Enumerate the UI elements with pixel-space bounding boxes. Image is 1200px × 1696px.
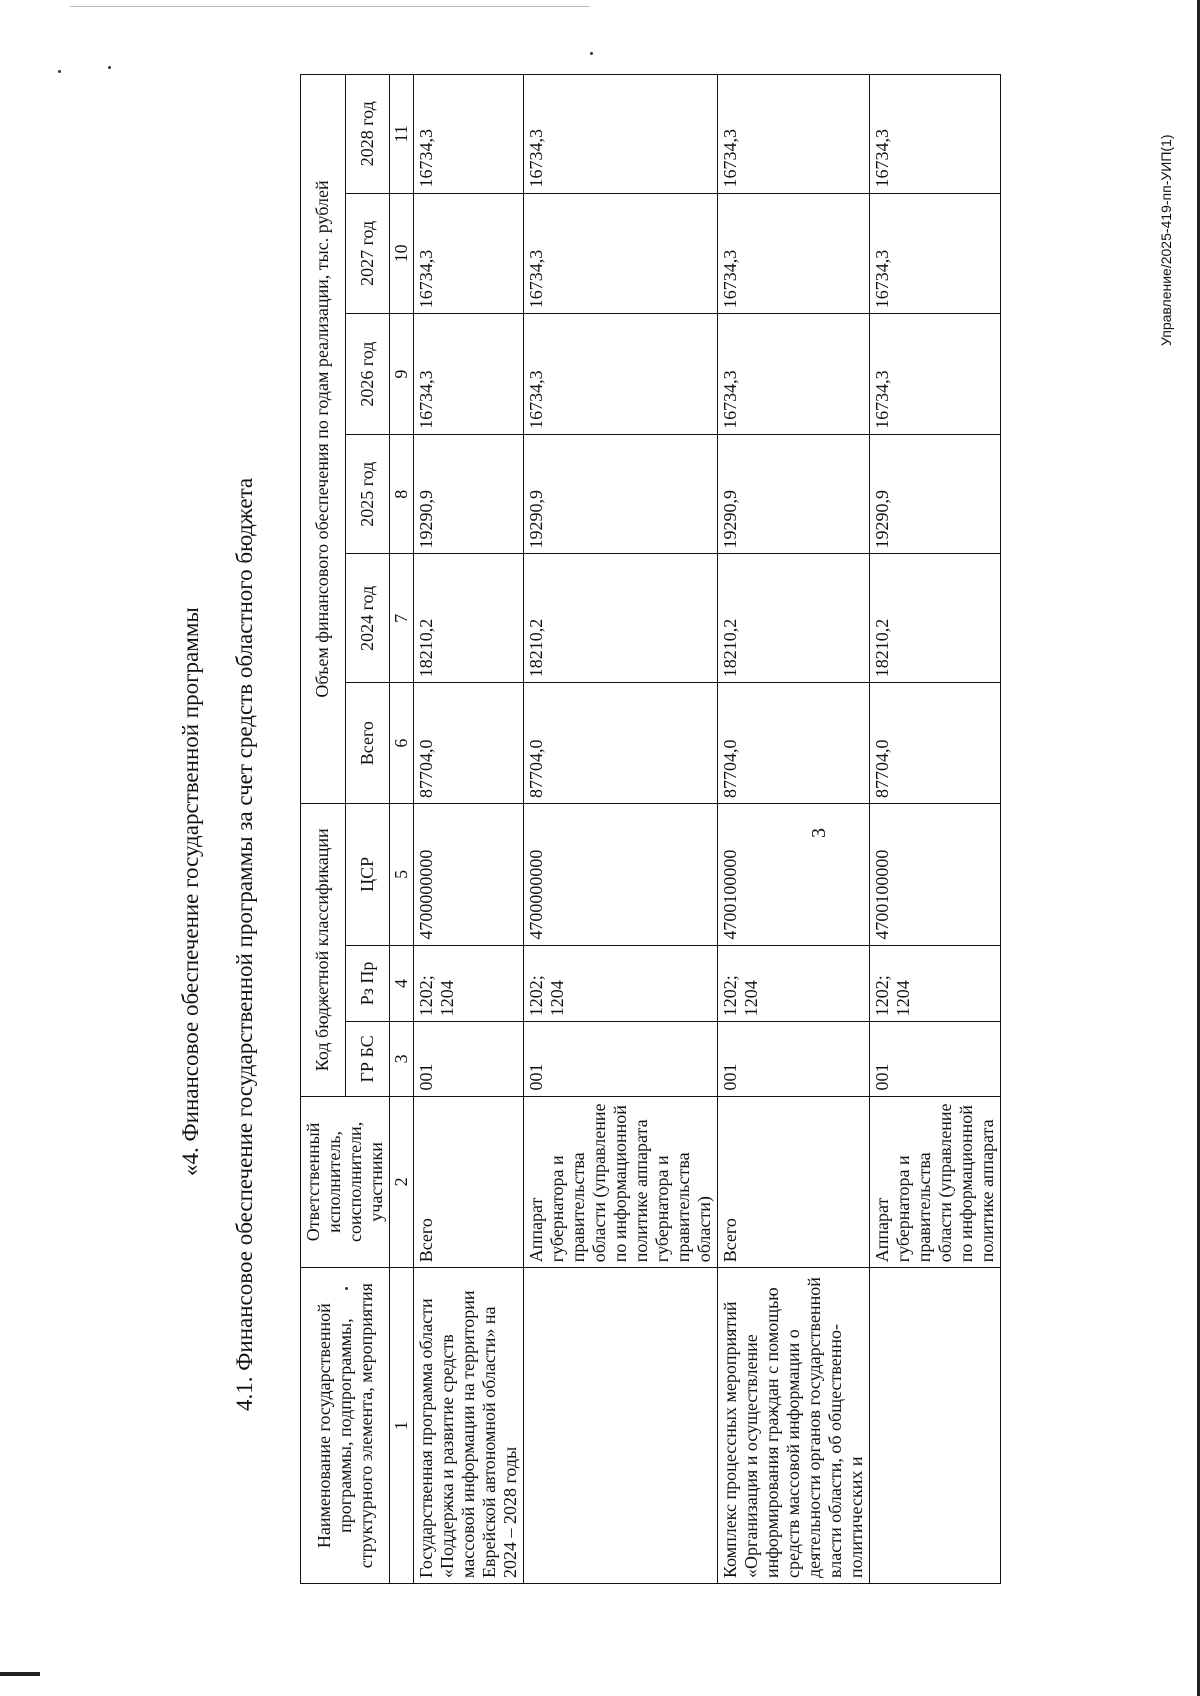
table-cell: 16734,3 xyxy=(718,314,870,435)
page-number: 3 xyxy=(808,828,830,838)
table-cell: 16734,3 xyxy=(718,193,870,314)
header-kbk: Код бюджетной классификации xyxy=(301,804,346,1097)
table-cell: 16734,3 xyxy=(524,75,718,194)
table-cell: 4700100000 xyxy=(718,804,870,946)
financing-table xyxy=(300,74,1001,1584)
table-cell: 16734,3 xyxy=(870,314,1001,435)
table-cell: 16734,3 xyxy=(414,75,524,194)
table-cell: 1202; 1204 xyxy=(524,945,718,1022)
table-body xyxy=(414,75,1001,1584)
column-numbers-row xyxy=(390,75,414,1584)
table-cell: 001 xyxy=(870,1022,1001,1096)
table-cell: 1202; 1204 xyxy=(718,945,870,1022)
table-cell: 001 xyxy=(718,1022,870,1096)
table-cell: 16734,3 xyxy=(718,75,870,194)
column-number: 10 xyxy=(390,193,414,314)
table-cell: 19290,9 xyxy=(870,434,1001,554)
header-rzpr: Рз Пр xyxy=(345,945,390,1022)
document-reference: Управление/2025-419-пп-УИП(1) xyxy=(1158,134,1174,346)
column-number: 3 xyxy=(390,1022,414,1096)
header-2027: 2027 год xyxy=(345,193,390,314)
column-number: 2 xyxy=(390,1096,414,1268)
table-cell: Аппарат губернатора и правительства области (управление по информационной политике аппарата xyxy=(870,1096,1001,1268)
column-number: 7 xyxy=(390,554,414,683)
table-cell: 4700100000 xyxy=(870,804,1001,946)
header-name: Наименование государственной программы, подпрограммы, структурного элемента, мероприятия xyxy=(301,1268,390,1584)
table-row xyxy=(718,75,870,1584)
header-2026: 2026 год xyxy=(345,314,390,435)
table-cell: 16734,3 xyxy=(870,193,1001,314)
column-number: 1 xyxy=(390,1268,414,1584)
table-cell: 19290,9 xyxy=(524,434,718,554)
section-heading: «4. Финансовое обеспечение государственной программы xyxy=(178,607,203,1176)
table-cell: 18210,2 xyxy=(524,554,718,683)
column-number: 9 xyxy=(390,314,414,435)
header-total: Всего xyxy=(345,683,390,804)
table-cell: 16734,3 xyxy=(414,314,524,435)
column-number: 5 xyxy=(390,804,414,946)
header-csr: ЦСР xyxy=(345,804,390,946)
table-cell: 16734,3 xyxy=(414,193,524,314)
table-cell: 87704,0 xyxy=(870,683,1001,804)
table-cell: Всего xyxy=(414,1096,524,1268)
table-row xyxy=(524,75,718,1584)
table-cell: 16734,3 xyxy=(870,75,1001,194)
table-cell: 16734,3 xyxy=(524,314,718,435)
table-cell: 16734,3 xyxy=(524,193,718,314)
header-grbs: ГР БС xyxy=(345,1022,390,1096)
table-row xyxy=(414,75,524,1584)
table-cell: 1202; 1204 xyxy=(414,945,524,1022)
header-2028: 2028 год xyxy=(345,75,390,194)
header-2024: 2024 год xyxy=(345,554,390,683)
table-cell: 4700000000 xyxy=(524,804,718,946)
column-number: 4 xyxy=(390,945,414,1022)
table-cell: 001 xyxy=(414,1022,524,1096)
column-number: 6 xyxy=(390,683,414,804)
column-number: 11 xyxy=(390,75,414,194)
table-cell: 4700000000 xyxy=(414,804,524,946)
table-cell: 87704,0 xyxy=(718,683,870,804)
table-cell: 18210,2 xyxy=(414,554,524,683)
table-cell: 19290,9 xyxy=(718,434,870,554)
table-cell: 001 xyxy=(524,1022,718,1096)
table-cell: 87704,0 xyxy=(524,683,718,804)
header-2025: 2025 год xyxy=(345,434,390,554)
header-volume: Объем финансового обеспечения по годам реализации, тыс. рублей xyxy=(301,75,346,804)
table-cell: Комплекс процессных мероприятий «Организация и осуществление информирования граждан с помощью средств массовой информации о деятельности органов государственной власти области, об общественно-политических и xyxy=(718,1268,870,1584)
table-cell: 18210,2 xyxy=(870,554,1001,683)
table-cell: Всего xyxy=(718,1096,870,1268)
header-executor: Ответственный исполнитель, соисполнители, участники xyxy=(301,1096,390,1268)
table-cell: 19290,9 xyxy=(414,434,524,554)
table-cell xyxy=(524,1268,718,1584)
column-number: 8 xyxy=(390,434,414,554)
table-cell: 18210,2 xyxy=(718,554,870,683)
table-cell: Аппарат губернатора и правительства области (управление по информационной политике аппарата губернатора и правительства области) xyxy=(524,1096,718,1268)
subsection-heading: 4.1. Финансовое обеспечение государственной программы за счет средств областного бюджета xyxy=(232,477,257,1411)
table-cell: Государственная программа области «Поддержка и развитие средств массовой информации на территории Еврейской автономной области» на 2024 – 2028 годы xyxy=(414,1268,524,1584)
table-cell: 1202; 1204 xyxy=(870,945,1001,1022)
table-cell: 87704,0 xyxy=(414,683,524,804)
table-row xyxy=(870,75,1001,1584)
table-cell xyxy=(870,1268,1001,1584)
